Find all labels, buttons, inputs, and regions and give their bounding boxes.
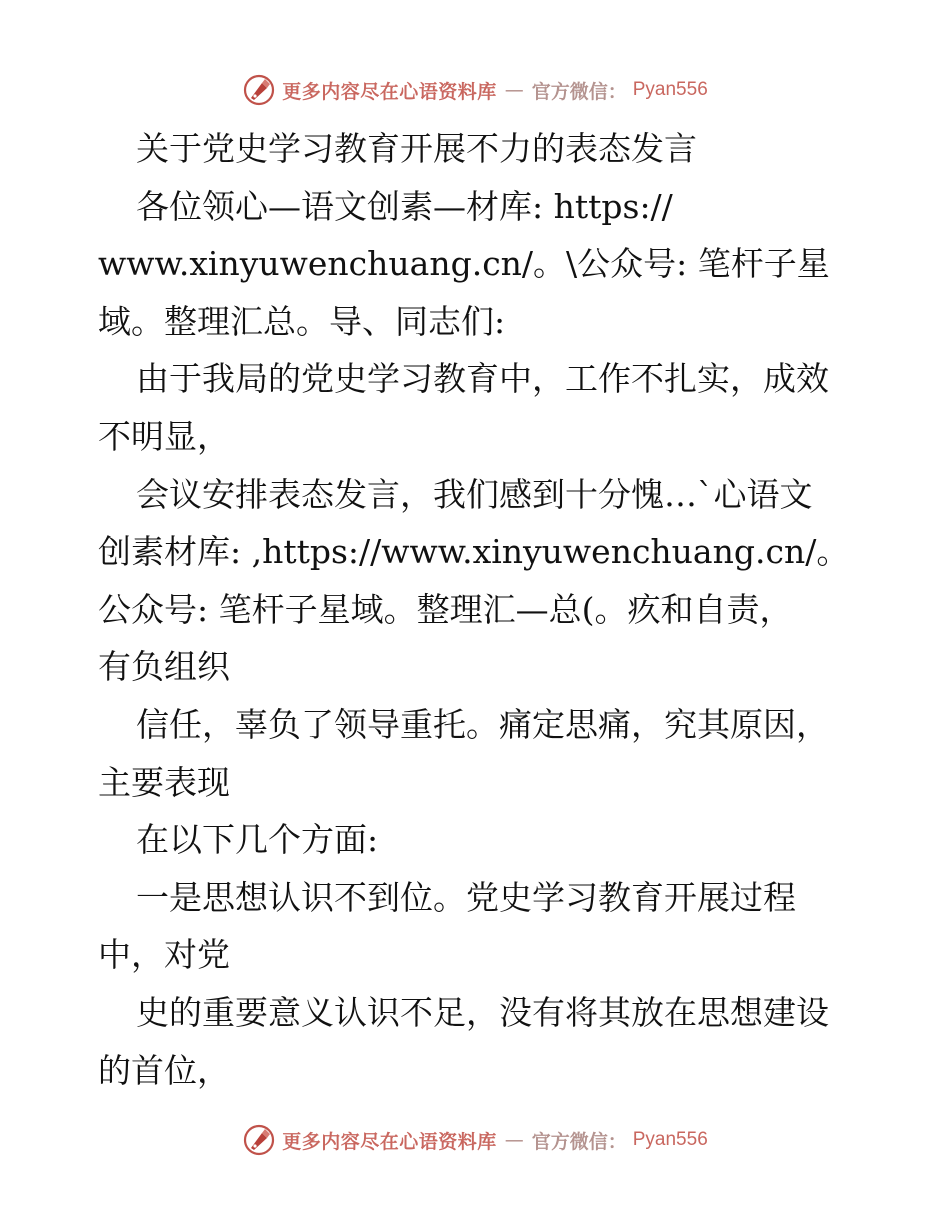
footer-watermark-banner <box>0 1122 950 1158</box>
document-line: 的首位， <box>98 1050 230 1090</box>
document-body <box>98 120 868 1099</box>
document-line: 中，对党 <box>98 935 230 975</box>
banner-slogan: 更多内容尽在心语资料库 <box>282 1130 497 1153</box>
banner-slogan: 更多内容尽在心语资料库 <box>282 80 497 103</box>
document-line: 各位领心—语文创素—材库: https:// <box>136 186 673 226</box>
banner-dash: — <box>504 1129 524 1151</box>
document-line: 主要表现 <box>98 762 230 802</box>
document-line: 域。整理汇总。导、同志们: <box>98 301 506 341</box>
banner-wechat-id: Pyan556 <box>632 1129 708 1150</box>
document-line: 会议安排表态发言，我们感到十分愧…`心语文 <box>136 474 813 514</box>
header-watermark-banner <box>0 72 950 108</box>
document-line: 信任，辜负了领导重托。痛定思痛，究其原因， <box>136 704 829 744</box>
banner-dash: — <box>504 79 524 101</box>
banner-wechat-label: 官方微信： <box>531 1130 627 1153</box>
banner-wechat-label: 官方微信： <box>531 80 627 103</box>
document-title: 关于党史学习教育开展不力的表态发言 <box>136 129 697 168</box>
document-line: 一是思想认识不到位。党史学习教育开展过程 <box>136 877 796 917</box>
document-line: 创素材库: ,https://www.xinyuwenchuang.cn/。 <box>98 532 850 572</box>
document-line: 在以下几个方面: <box>136 820 379 860</box>
pen-nib-logo-icon <box>242 73 276 107</box>
document-line: 由于我局的党史学习教育中，工作不扎实，成效 <box>136 359 829 399</box>
document-line: 公众号: 笔杆子星域。整理汇—总(。疚和自责， <box>98 589 793 629</box>
document-line: 有负组织 <box>98 647 230 687</box>
pen-nib-logo-icon <box>242 1123 276 1157</box>
document-line: www.xinyuwenchuang.cn/。\公众号: 笔杆子星 <box>98 244 830 284</box>
document-line: 史的重要意义认识不足，没有将其放在思想建设 <box>136 992 829 1032</box>
banner-wechat-id: Pyan556 <box>632 79 708 100</box>
document-line: 不明显， <box>98 416 230 456</box>
